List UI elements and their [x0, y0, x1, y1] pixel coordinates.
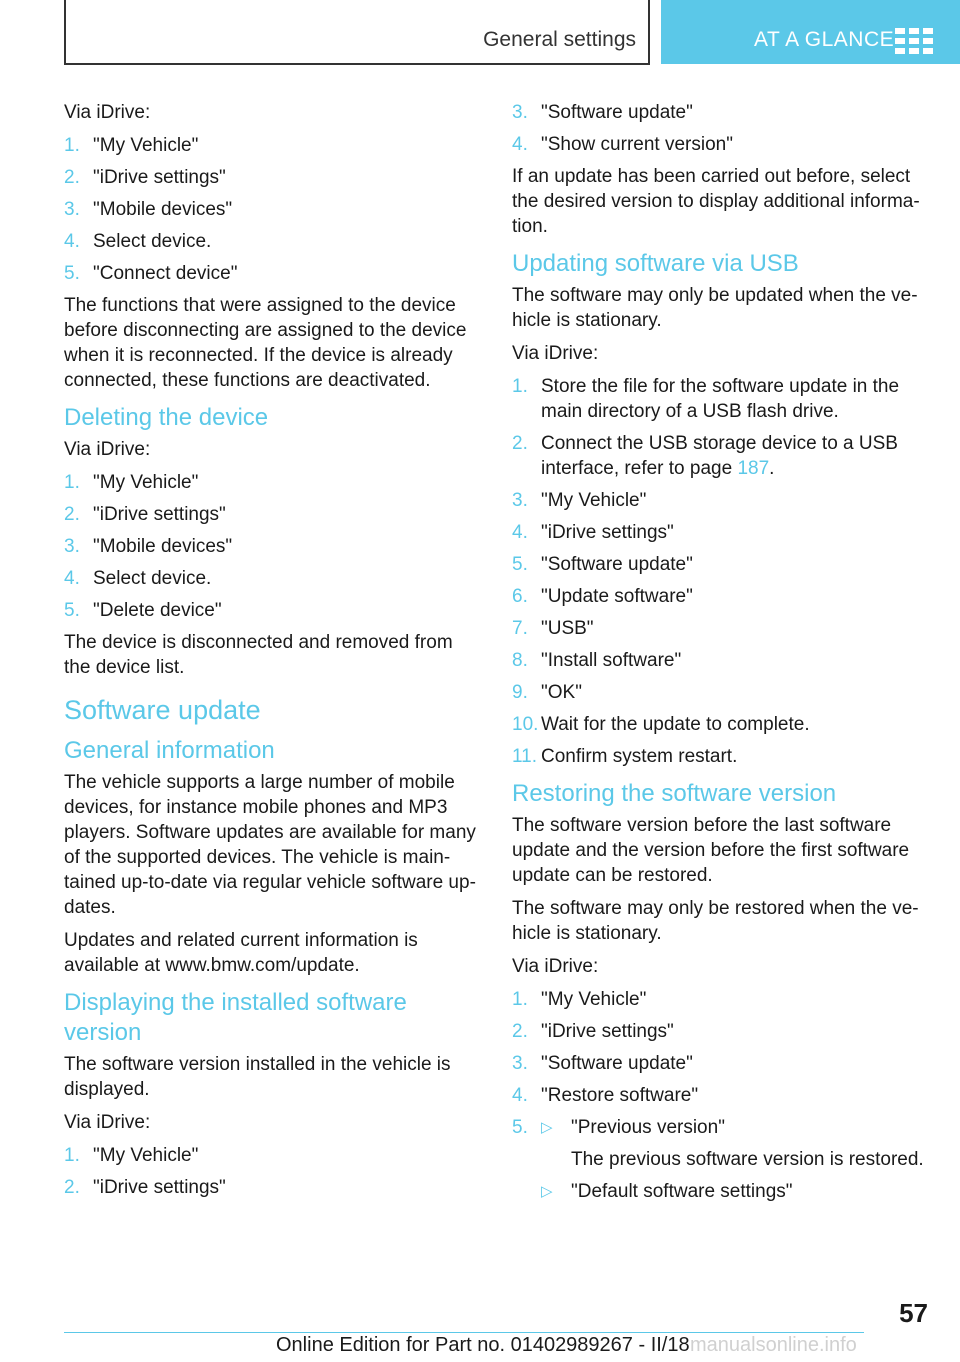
list-item: 4. "iDrive settings" — [512, 522, 674, 543]
list-item: 5. "Connect device" — [64, 263, 238, 284]
left-column — [64, 100, 479, 1207]
right-column — [512, 100, 932, 1211]
section-title: General settings — [483, 28, 636, 51]
list-item: 3. "Mobile devices" — [64, 536, 233, 557]
steps-display-version — [64, 1143, 479, 1200]
paragraph: Via iDrive: — [64, 1112, 151, 1133]
list-item: 2. "iDrive settings" — [512, 1021, 674, 1042]
paragraph: The software version before the last software update and the version before the first software update can be restored. — [512, 815, 910, 886]
list-item: 5. "Delete device" — [64, 600, 222, 621]
heading-updating-usb: Updating software via USB — [512, 250, 799, 277]
watermark: manualsonline.info — [690, 1334, 857, 1356]
list-item: 11. Confirm system restart. — [512, 746, 738, 767]
paragraph: The software may only be restored when the vehicle is stationary. — [512, 898, 919, 944]
list-item: 4. "Restore software" — [512, 1085, 699, 1106]
steps-display-version-cont — [512, 100, 932, 157]
paragraph: If an update has been carried out before, select the desired version to display additional information. — [512, 166, 920, 237]
paragraph: The device is disconnected and removed from the device list. — [64, 632, 453, 678]
paragraph: The software version installed in the vehicle is displayed. — [64, 1054, 451, 1100]
list-item: 9. "OK" — [512, 682, 582, 703]
list-item: 4. Select device. — [64, 568, 212, 589]
list-item: 5. ▷ "Previous version" The previous software version is restored. ▷ "Default software settings" — [512, 1115, 932, 1204]
heading-software-update: Software update — [64, 695, 261, 725]
page-number: 57 — [899, 1298, 928, 1328]
list-item: 5. "Software update" — [512, 554, 693, 575]
list-item: 1. "My Vehicle" — [64, 1145, 199, 1166]
steps-restore — [512, 987, 932, 1204]
list-item: 3. "Mobile devices" — [64, 199, 233, 220]
list-item: 8. "Install software" — [512, 650, 682, 671]
steps-connect — [64, 133, 479, 286]
paragraph: Via iDrive: — [512, 343, 599, 364]
paragraph: Via iDrive: — [64, 102, 151, 123]
steps-usb-update — [512, 374, 932, 769]
heading-displaying-version: Displaying the installed software version — [64, 989, 407, 1046]
option-note: The previous software version is restored. — [571, 1149, 924, 1170]
list-item: 1. "My Vehicle" — [64, 472, 199, 493]
list-item: 3. "Software update" — [512, 1053, 693, 1074]
triangle-bullet-icon: ▷ — [541, 1183, 553, 1200]
chapter-label: AT A GLANCE — [754, 28, 895, 51]
paragraph: The functions that were assigned to the device before disconnecting are assigned to the device when it is reconnected. If the device is already connected, these functions are deactivated. — [64, 295, 467, 391]
edition-text: Online Edition for Part no. 01402989267 - II/18 — [276, 1334, 690, 1356]
heading-general-information: General information — [64, 737, 275, 764]
chapter-tab[interactable] — [661, 0, 960, 64]
footer-divider — [64, 1332, 864, 1333]
header-section-box — [64, 0, 650, 65]
list-item: 2. "iDrive settings" — [64, 167, 226, 188]
list-item: 3. "My Vehicle" — [512, 490, 647, 511]
heading-deleting-device: Deleting the device — [64, 404, 269, 431]
paragraph: Updates and related current information is available at www.bmw.com/update. — [64, 930, 418, 976]
grid-icon — [895, 28, 935, 54]
list-item: 1. "My Vehicle" — [512, 989, 647, 1010]
restore-options — [541, 1115, 932, 1140]
list-item: 1. "My Vehicle" — [64, 135, 199, 156]
paragraph: The vehicle supports a large number of mobile devices, for instance mobile phones and MP3 players. Software updates are available for many of the supported devices. The vehicle is maintained up-to-date via regular vehicle software updates. — [64, 772, 476, 918]
paragraph: Via iDrive: — [64, 439, 151, 460]
list-item: 2. "iDrive settings" — [64, 504, 226, 525]
page-reference-link[interactable]: 187 — [737, 458, 770, 479]
list-item: 4. "Show current version" — [512, 134, 733, 155]
list-item: 10. Wait for the update to complete. — [512, 714, 810, 735]
paragraph: Via iDrive: — [512, 956, 599, 977]
list-item: 1. Store the file for the software update in the main directory of a USB flash drive. — [512, 376, 900, 422]
list-item: 7. "USB" — [512, 618, 594, 639]
list-item: 2. "iDrive settings" — [64, 1177, 226, 1198]
paragraph: The software may only be updated when the vehicle is stationary. — [512, 285, 918, 331]
steps-delete — [64, 470, 479, 623]
list-item: 3. "Software update" — [512, 102, 693, 123]
list-item: 4. Select device. — [64, 231, 212, 252]
restore-options — [541, 1179, 932, 1204]
triangle-bullet-icon: ▷ — [541, 1119, 553, 1136]
heading-restoring-version: Restoring the software version — [512, 780, 837, 807]
option-item: ▷ "Default software settings" — [541, 1181, 793, 1202]
option-item: ▷ "Previous version" — [541, 1117, 725, 1138]
list-item: 2. Connect the USB storage device to a USB interface, refer to page 187. — [512, 433, 898, 479]
list-item: 6. "Update software" — [512, 586, 693, 607]
